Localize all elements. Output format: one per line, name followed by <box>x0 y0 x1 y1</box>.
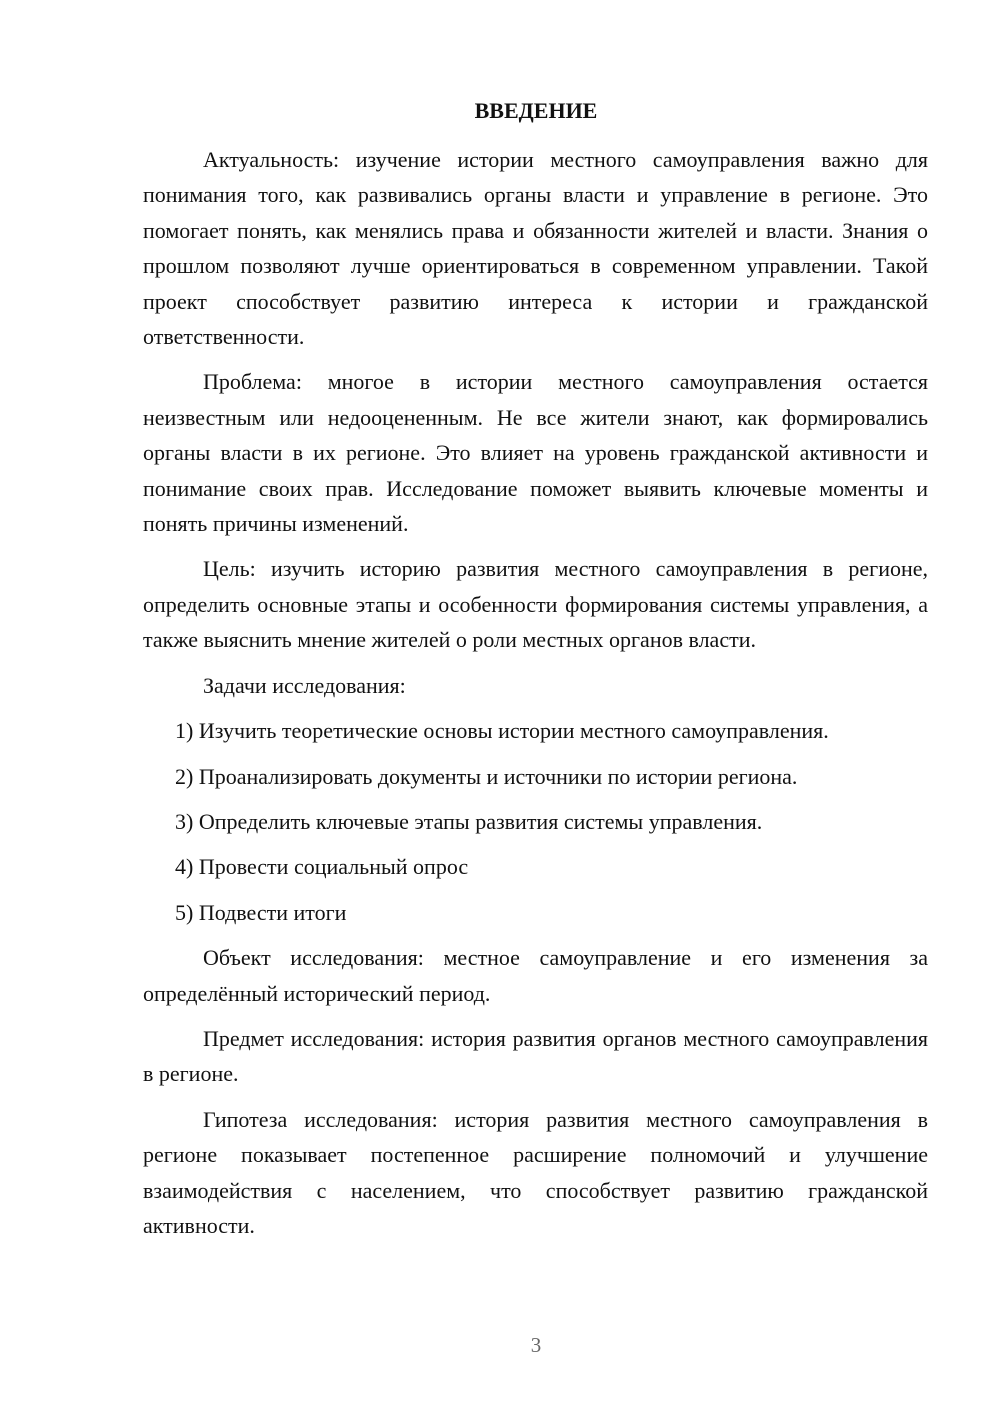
object-paragraph: Объект исследования: местное самоуправление и его изменения за определённый исторический период. <box>143 945 928 1006</box>
task-item-2: 2) Проанализировать документы и источники по истории региона. <box>175 763 798 789</box>
page-number: 3 <box>530 1333 542 1357</box>
page-title: ВВЕДЕНИЕ <box>474 98 598 123</box>
relevance-paragraph: Актуальность: изучение истории местного самоуправления важно для понимания того, как развивались органы власти и управление в регионе. Это помогает понять, как менялись права и обязанности жителей и власти. Знания о прошлом позволяют лучше ориентироваться в современном управлении. Такой проект способствует развитию интереса к истории и гражданской ответственности. <box>143 147 928 350</box>
task-item-3: 3) Определить ключевые этапы развития системы управления. <box>175 808 763 834</box>
task-item-5: 5) Подвести итоги <box>175 899 347 925</box>
goal-paragraph: Цель: изучить историю развития местного самоуправления в регионе, определить основные этапы и особенности формирования системы управления, а также выяснить мнение жителей о роли местных органов власти. <box>143 556 928 653</box>
problem-paragraph: Проблема: многое в истории местного самоуправления остается неизвестным или недооцененным. Не все жители знают, как формировались органы власти в их регионе. Это влияет на уровень гражданской активности и понимание своих прав. Исследование поможет выявить ключевые моменты и понять причины изменений. <box>143 369 928 537</box>
tasks-heading: Задачи исследования: <box>203 672 406 698</box>
task-item-1: 1) Изучить теоретические основы истории местного самоуправления. <box>175 718 829 744</box>
document-body <box>143 142 928 1253</box>
subject-paragraph: Предмет исследования: история развития органов местного самоуправления в регионе. <box>143 1025 928 1087</box>
hypothesis-paragraph: Гипотеза исследования: история развития местного самоуправления в регионе показывает постепенное расширение полномочий и улучшение взаимодействия с населением, что способствует развитию гражданской активности. <box>143 1106 928 1238</box>
task-item-4: 4) Провести социальный опрос <box>175 854 469 880</box>
